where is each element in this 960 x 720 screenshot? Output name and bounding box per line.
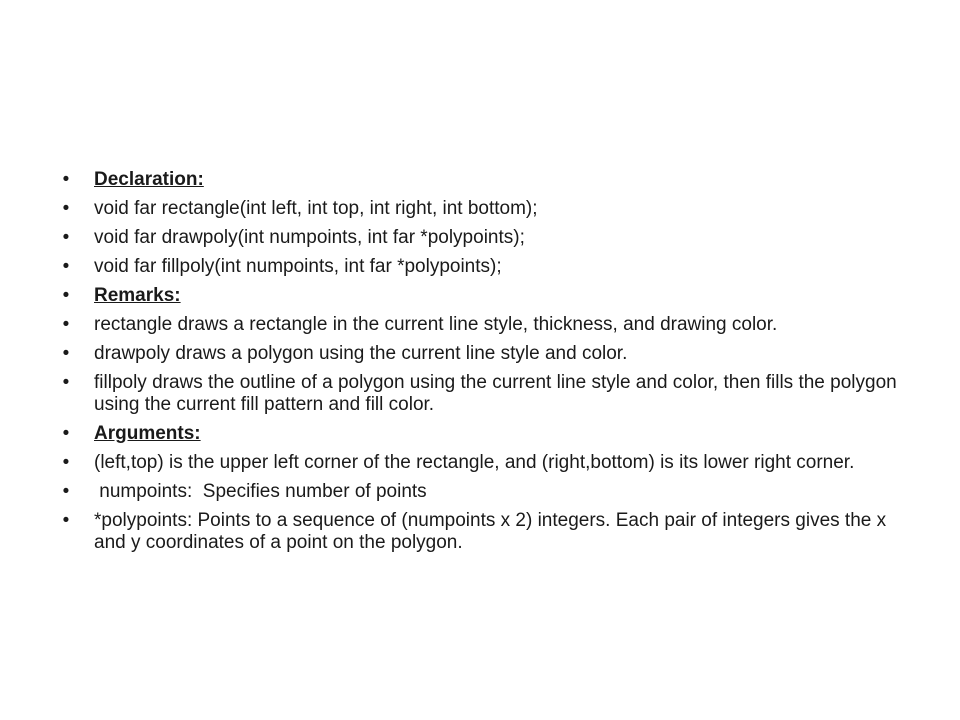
bullet-item <box>60 314 920 336</box>
left-top-argument: (left,top) is the upper left corner of the rectangle, and (right,bottom) is its lower right corner. <box>94 452 855 473</box>
bullet-icon: • <box>62 256 70 277</box>
fillpoly-remark: fillpoly draws the outline of a polygon using the current line style and color, then fills the polygon using the current fill pattern and fill color. <box>94 372 897 415</box>
bullet-icon: • <box>62 452 70 473</box>
bullet-item <box>60 198 920 220</box>
rectangle-declaration: void far rectangle(int left, int top, int right, int bottom); <box>94 198 538 219</box>
fillpoly-declaration: void far fillpoly(int numpoints, int far *polypoints); <box>94 256 502 277</box>
bullet-item <box>60 256 920 278</box>
polypoints-argument: *polypoints: Points to a sequence of (numpoints x 2) integers. Each pair of integers gives the x and y coordinates of a point on the polygon. <box>94 510 887 553</box>
numpoints-argument: numpoints: Specifies number of points <box>94 481 427 502</box>
arguments-heading: Arguments: <box>94 423 201 444</box>
bullet-icon: • <box>62 372 70 393</box>
bullet-item <box>60 343 920 365</box>
bullet-item <box>60 227 920 249</box>
remarks-heading: Remarks: <box>94 285 181 306</box>
bullet-item <box>60 423 920 445</box>
bullet-icon: • <box>62 198 70 219</box>
bullet-icon: • <box>62 343 70 364</box>
bullet-icon: • <box>62 169 70 190</box>
bullet-item <box>60 285 920 307</box>
bullet-icon: • <box>62 510 70 531</box>
bullet-item <box>60 452 920 474</box>
bullet-icon: • <box>62 423 70 444</box>
bullet-list <box>60 169 920 561</box>
bullet-icon: • <box>62 227 70 248</box>
bullet-item <box>60 481 920 503</box>
bullet-icon: • <box>62 285 70 306</box>
drawpoly-declaration: void far drawpoly(int numpoints, int far *polypoints); <box>94 227 525 248</box>
bullet-item <box>60 169 920 191</box>
bullet-item <box>60 510 920 554</box>
drawpoly-remark: drawpoly draws a polygon using the current line style and color. <box>94 343 628 364</box>
declaration-heading: Declaration: <box>94 169 204 190</box>
rectangle-remark: rectangle draws a rectangle in the current line style, thickness, and drawing color. <box>94 314 778 335</box>
bullet-icon: • <box>62 481 70 502</box>
bullet-item <box>60 372 920 416</box>
bullet-icon: • <box>62 314 70 335</box>
